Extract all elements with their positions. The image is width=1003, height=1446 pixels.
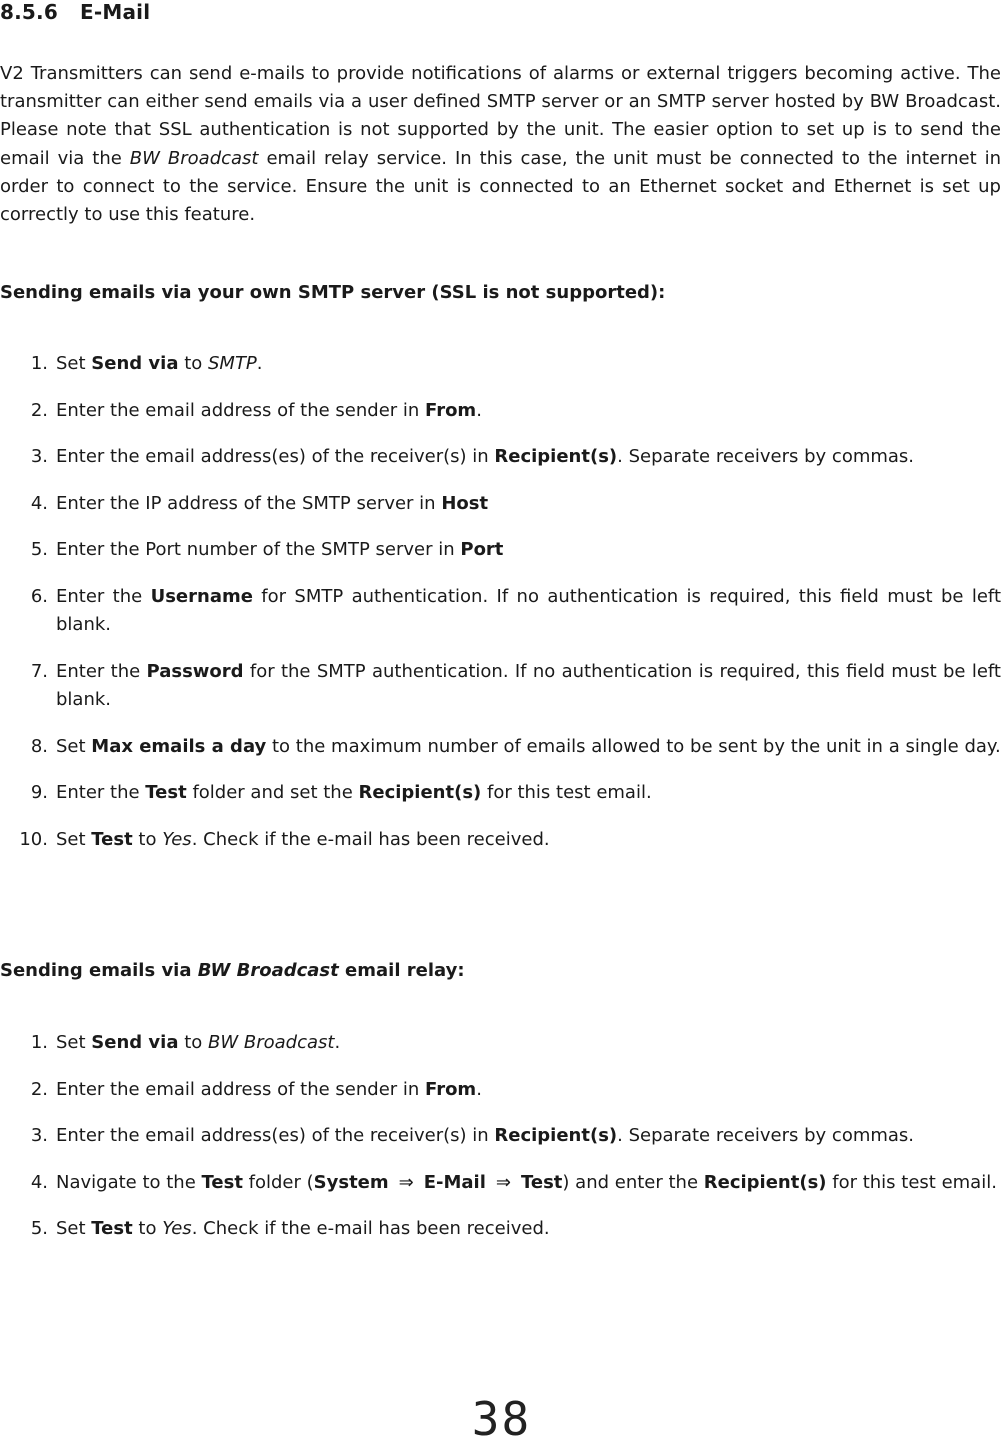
section-title: E-Mail [80,0,151,24]
intro-italic: BW Broadcast [129,147,259,169]
list-item: 1. Set Send via to BW Broadcast. [30,1032,341,1053]
arrow-icon: ⇒ [398,1171,414,1193]
intro-text-1: V2 Transmitters can send e-mails to provide notifications of alarms or external triggers becoming active. The transmitter can either send emails via a user defined SMTP server or an SMTP server hosted by BW Broadcast. Please note that SSL authentication is not supported by the unit. The easier option to set up is to send the email via the [0,63,1001,169]
intro-text-2: email relay service. In this case, the unit must be connected to the internet in order to connect to the service. Ensure the unit is connected to an Ethernet socket and Ethernet is set up correctly to use this feature. [0,147,1002,226]
intro-paragraph [0,60,1001,229]
list-item: 7. Enter the Password for the SMTP authentication. If no authentication is required, this field must be left blank. [30,660,1001,710]
list-item: 5. Set Test to Yes. Check if the e-mail has been received. [30,1218,550,1239]
relay-steps-list [0,1029,1001,1262]
list-item: 1. Set Send via to SMTP. [30,353,263,374]
page-number: 38 [471,1392,532,1446]
section-heading [0,0,150,24]
list-item: 9. Enter the Test folder and set the Recipient(s) for this test email. [30,782,652,803]
list-item: 5. Enter the Port number of the SMTP server in Port [30,539,504,560]
list-item: 6. Enter the Username for SMTP authentication. If no authentication is required, this field must be left blank. [30,585,1001,635]
relay-heading: Sending emails via BW Broadcast email relay: [0,960,465,981]
list-item: 3. Enter the email address(es) of the receiver(s) in Recipient(s). Separate receivers by commas. [30,446,915,467]
section-number: 8.5.6 [0,0,58,24]
smtp-heading: Sending emails via your own SMTP server (SSL is not supported): [0,282,666,303]
list-item: 2. Enter the email address of the sender in From. [30,399,482,421]
list-item: 3. Enter the email address(es) of the receiver(s) in Recipient(s). Separate receivers by commas. [30,1125,915,1146]
list-item: 2. Enter the email address of the sender in From. [30,1078,482,1100]
list-item: 4. Enter the IP address of the SMTP server in Host [30,492,489,514]
list-item: 8. Set Max emails a day to the maximum number of emails allowed to be sent by the unit in a single day. [30,735,1001,757]
list-item: 10. Set Test to Yes. Check if the e-mail has been received. [19,828,550,850]
list-item: 4. Navigate to the Test folder (System ⇒ E-Mail ⇒ Test) and enter the Recipient(s) for this test email. [0,1169,1001,1198]
smtp-steps-list [0,350,1001,872]
arrow-icon: ⇒ [495,1171,511,1193]
